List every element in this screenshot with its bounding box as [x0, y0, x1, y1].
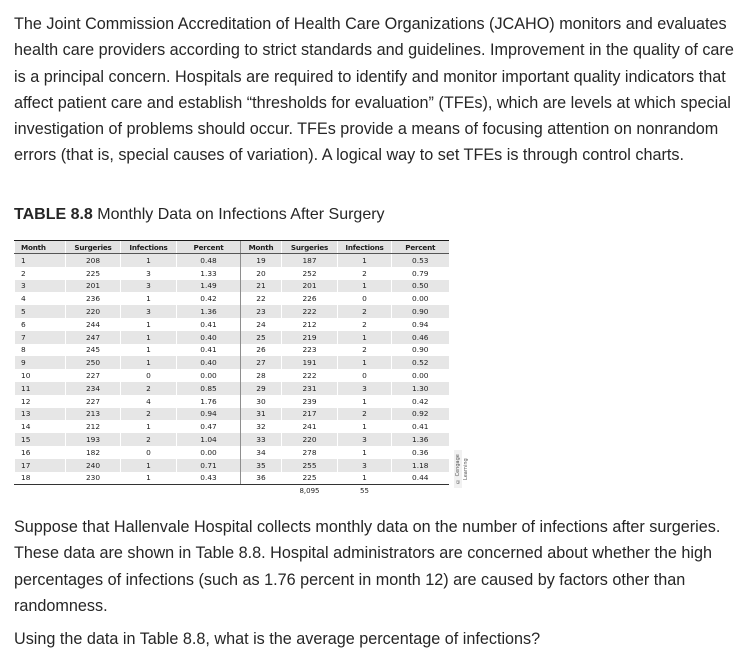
- table-cell: 2: [338, 408, 392, 421]
- table-cell: 3: [121, 280, 177, 293]
- empty-cell: [392, 485, 449, 497]
- table-cell: 2: [338, 267, 392, 280]
- table-cell: 31: [241, 408, 282, 421]
- table-cell: 227: [66, 369, 121, 382]
- table-cell: 19: [241, 254, 282, 267]
- table-cell: 212: [282, 318, 338, 331]
- table-cell: 225: [66, 267, 121, 280]
- table-cell: 0.42: [177, 292, 241, 305]
- table-cell: 245: [66, 344, 121, 357]
- table-cell: 1: [338, 356, 392, 369]
- table-cell: 3: [338, 382, 392, 395]
- table-cell: 1.36: [392, 433, 449, 446]
- table-row: [15, 459, 449, 472]
- table-cell: 5: [15, 305, 66, 318]
- table-cell: 1: [338, 280, 392, 293]
- table-cell: 193: [66, 433, 121, 446]
- table-cell: 1: [121, 356, 177, 369]
- table-cell: 27: [241, 356, 282, 369]
- table-cell: 15: [15, 433, 66, 446]
- table-cell: 1.33: [177, 267, 241, 280]
- table-cell: 0.41: [392, 420, 449, 433]
- table-cell: 223: [282, 344, 338, 357]
- table-cell: 0.00: [392, 292, 449, 305]
- table-cell: 0.94: [177, 408, 241, 421]
- table-cell: 32: [241, 420, 282, 433]
- table-cell: 1.76: [177, 395, 241, 408]
- table-cell: 0.41: [177, 344, 241, 357]
- table-cell: 1.36: [177, 305, 241, 318]
- table-cell: 220: [66, 305, 121, 318]
- table-cell: 26: [241, 344, 282, 357]
- table-cell: 231: [282, 382, 338, 395]
- table-cell: 219: [282, 331, 338, 344]
- table-cell: 4: [121, 395, 177, 408]
- table-cell: 6: [15, 318, 66, 331]
- table-row: [15, 254, 449, 267]
- table-row: [15, 446, 449, 459]
- table-cell: 222: [282, 369, 338, 382]
- table-cell: 278: [282, 446, 338, 459]
- table-cell: 4: [15, 292, 66, 305]
- table-cell: 0: [338, 292, 392, 305]
- table-cell: 0.47: [177, 420, 241, 433]
- table-row: [15, 382, 449, 395]
- table-cell: 1: [338, 395, 392, 408]
- table-cell: 28: [241, 369, 282, 382]
- table-cell: 1: [121, 318, 177, 331]
- table-cell: 0: [121, 446, 177, 459]
- table-cell: 3: [121, 305, 177, 318]
- column-header: Infections: [121, 241, 177, 254]
- table-body: [15, 254, 449, 497]
- table-cell: 1: [121, 292, 177, 305]
- table-row: [15, 420, 449, 433]
- table-cell: 12: [15, 395, 66, 408]
- table-cell: 234: [66, 382, 121, 395]
- table-cell: 2: [121, 433, 177, 446]
- table-cell: 30: [241, 395, 282, 408]
- table-cell: 250: [66, 356, 121, 369]
- column-header: Percent: [392, 241, 449, 254]
- column-header: Month: [241, 241, 282, 254]
- table-row: [15, 395, 449, 408]
- table-cell: 2: [121, 382, 177, 395]
- table-cell: 255: [282, 459, 338, 472]
- table-cell: 1: [338, 420, 392, 433]
- table-cell: 1.18: [392, 459, 449, 472]
- table-cell: 208: [66, 254, 121, 267]
- table-cell: 25: [241, 331, 282, 344]
- infections-table: [14, 240, 449, 496]
- table-cell: 0.41: [177, 318, 241, 331]
- table-cell: 244: [66, 318, 121, 331]
- table-cell: 0.42: [392, 395, 449, 408]
- table-cell: 191: [282, 356, 338, 369]
- table-cell: 14: [15, 420, 66, 433]
- table-cell: 13: [15, 408, 66, 421]
- table-cell: 213: [66, 408, 121, 421]
- table-cell: 201: [66, 280, 121, 293]
- table-row: [15, 433, 449, 446]
- table-cell: 212: [66, 420, 121, 433]
- empty-cell: [15, 485, 66, 497]
- table-cell: 236: [66, 292, 121, 305]
- table-cell: 0.85: [177, 382, 241, 395]
- table-cell: 0.53: [392, 254, 449, 267]
- table-cell: 217: [282, 408, 338, 421]
- table-cell: 0.71: [177, 459, 241, 472]
- empty-cell: [177, 485, 241, 497]
- table-cell: 0.79: [392, 267, 449, 280]
- table-cell: 1: [15, 254, 66, 267]
- empty-cell: [241, 485, 282, 497]
- table-cell: 1: [121, 420, 177, 433]
- table-cell: 1: [121, 472, 177, 485]
- table-row: [15, 472, 449, 485]
- table-cell: 230: [66, 472, 121, 485]
- table-cell: 0.44: [392, 472, 449, 485]
- copyright-credit: © Cengage Learning: [454, 450, 462, 488]
- table-cell: 20: [241, 267, 282, 280]
- table-row: [15, 267, 449, 280]
- table-cell: 252: [282, 267, 338, 280]
- table-cell: 0.90: [392, 305, 449, 318]
- table-cell: 247: [66, 331, 121, 344]
- table-cell: 0.92: [392, 408, 449, 421]
- column-header: Surgeries: [66, 241, 121, 254]
- empty-cell: [121, 485, 177, 497]
- question-text: Using the data in Table 8.8, what is the average percentage of infections?: [14, 630, 541, 648]
- table-cell: 36: [241, 472, 282, 485]
- table-row: [15, 344, 449, 357]
- table-cell: 1: [338, 331, 392, 344]
- table-cell: 0: [121, 369, 177, 382]
- table-cell: 7: [15, 331, 66, 344]
- table-row: [15, 318, 449, 331]
- table-cell: 0.40: [177, 331, 241, 344]
- table-cell: 201: [282, 280, 338, 293]
- infections-table-container: [14, 240, 448, 496]
- table-cell: 182: [66, 446, 121, 459]
- table-cell: 24: [241, 318, 282, 331]
- table-cell: 0.00: [177, 369, 241, 382]
- table-cell: 0.36: [392, 446, 449, 459]
- table-cell: 1: [121, 344, 177, 357]
- table-cell: 17: [15, 459, 66, 472]
- table-row: [15, 408, 449, 421]
- table-cell: 0: [338, 369, 392, 382]
- table-cell: 222: [282, 305, 338, 318]
- total-infections: 55: [338, 485, 392, 497]
- table-cell: 2: [338, 305, 392, 318]
- table-cell: 1: [338, 446, 392, 459]
- column-header: Surgeries: [282, 241, 338, 254]
- table-cell: 187: [282, 254, 338, 267]
- table-cell: 18: [15, 472, 66, 485]
- body-paragraph: Suppose that Hallenvale Hospital collects monthly data on the number of infections after surgeries. These data are shown in Table 8.8. Hospital administrators are concerned about whether the high percentages of infections (such as 1.76 percent in month 12) are caused by factors other than randomness.: [14, 518, 721, 615]
- table-cell: 1: [121, 459, 177, 472]
- table-cell: 0.40: [177, 356, 241, 369]
- table-cell: 35: [241, 459, 282, 472]
- table-cell: 11: [15, 382, 66, 395]
- column-header: Percent: [177, 241, 241, 254]
- table-cell: 9: [15, 356, 66, 369]
- table-cell: 21: [241, 280, 282, 293]
- table-cell: 16: [15, 446, 66, 459]
- table-cell: 1.49: [177, 280, 241, 293]
- total-surgeries: 8,095: [282, 485, 338, 497]
- table-cell: 0.50: [392, 280, 449, 293]
- table-cell: 22: [241, 292, 282, 305]
- table-cell: 2: [338, 318, 392, 331]
- table-cell: 0.48: [177, 254, 241, 267]
- table-cell: 239: [282, 395, 338, 408]
- table-row: [15, 292, 449, 305]
- table-row: [15, 305, 449, 318]
- table-cell: 10: [15, 369, 66, 382]
- table-row: [15, 369, 449, 382]
- table-header-row: [15, 241, 449, 254]
- table-cell: 3: [121, 267, 177, 280]
- table-cell: 240: [66, 459, 121, 472]
- table-cell: 220: [282, 433, 338, 446]
- table-cell: 33: [241, 433, 282, 446]
- table-caption: [14, 205, 385, 225]
- table-row: [15, 331, 449, 344]
- table-cell: 0.00: [392, 369, 449, 382]
- table-cell: 3: [15, 280, 66, 293]
- table-cell: 1.04: [177, 433, 241, 446]
- column-header: Infections: [338, 241, 392, 254]
- table-row: [15, 356, 449, 369]
- table-cell: 2: [338, 344, 392, 357]
- table-cell: 0.46: [392, 331, 449, 344]
- table-cell: 23: [241, 305, 282, 318]
- table-caption-title: Monthly Data on Infections After Surgery: [97, 206, 385, 223]
- table-cell: 1: [338, 254, 392, 267]
- table-cell: 2: [15, 267, 66, 280]
- table-cell: 1.30: [392, 382, 449, 395]
- table-cell: 0.43: [177, 472, 241, 485]
- table-cell: 241: [282, 420, 338, 433]
- intro-paragraph: The Joint Commission Accreditation of Health Care Organizations (JCAHO) monitors and evaluates health care providers according to strict standards and guidelines. Improvement in the quality of care is a principal concern. Hospitals are required to identify and monitor important quality indicators that affect patient care and establish “thresholds for evaluation” (TFEs), which are levels at which special investigation of problems should occur. TFEs provide a means of focusing attention on nonrandom errors (that is, special causes of variation). A logical way to set TFEs is through control charts.: [14, 15, 734, 165]
- table-cell: 34: [241, 446, 282, 459]
- table-cell: 3: [338, 433, 392, 446]
- empty-cell: [66, 485, 121, 497]
- totals-row: [15, 485, 449, 497]
- table-cell: 2: [121, 408, 177, 421]
- table-cell: 29: [241, 382, 282, 395]
- table-cell: 8: [15, 344, 66, 357]
- table-row: [15, 280, 449, 293]
- table-cell: 227: [66, 395, 121, 408]
- table-cell: 225: [282, 472, 338, 485]
- table-cell: 0.52: [392, 356, 449, 369]
- column-header: Month: [15, 241, 66, 254]
- table-cell: 1: [121, 331, 177, 344]
- table-cell: 1: [338, 472, 392, 485]
- table-cell: 0.94: [392, 318, 449, 331]
- table-cell: 226: [282, 292, 338, 305]
- table-cell: 3: [338, 459, 392, 472]
- table-caption-label: TABLE 8.8: [14, 206, 93, 223]
- table-cell: 1: [121, 254, 177, 267]
- table-cell: 0.00: [177, 446, 241, 459]
- table-cell: 0.90: [392, 344, 449, 357]
